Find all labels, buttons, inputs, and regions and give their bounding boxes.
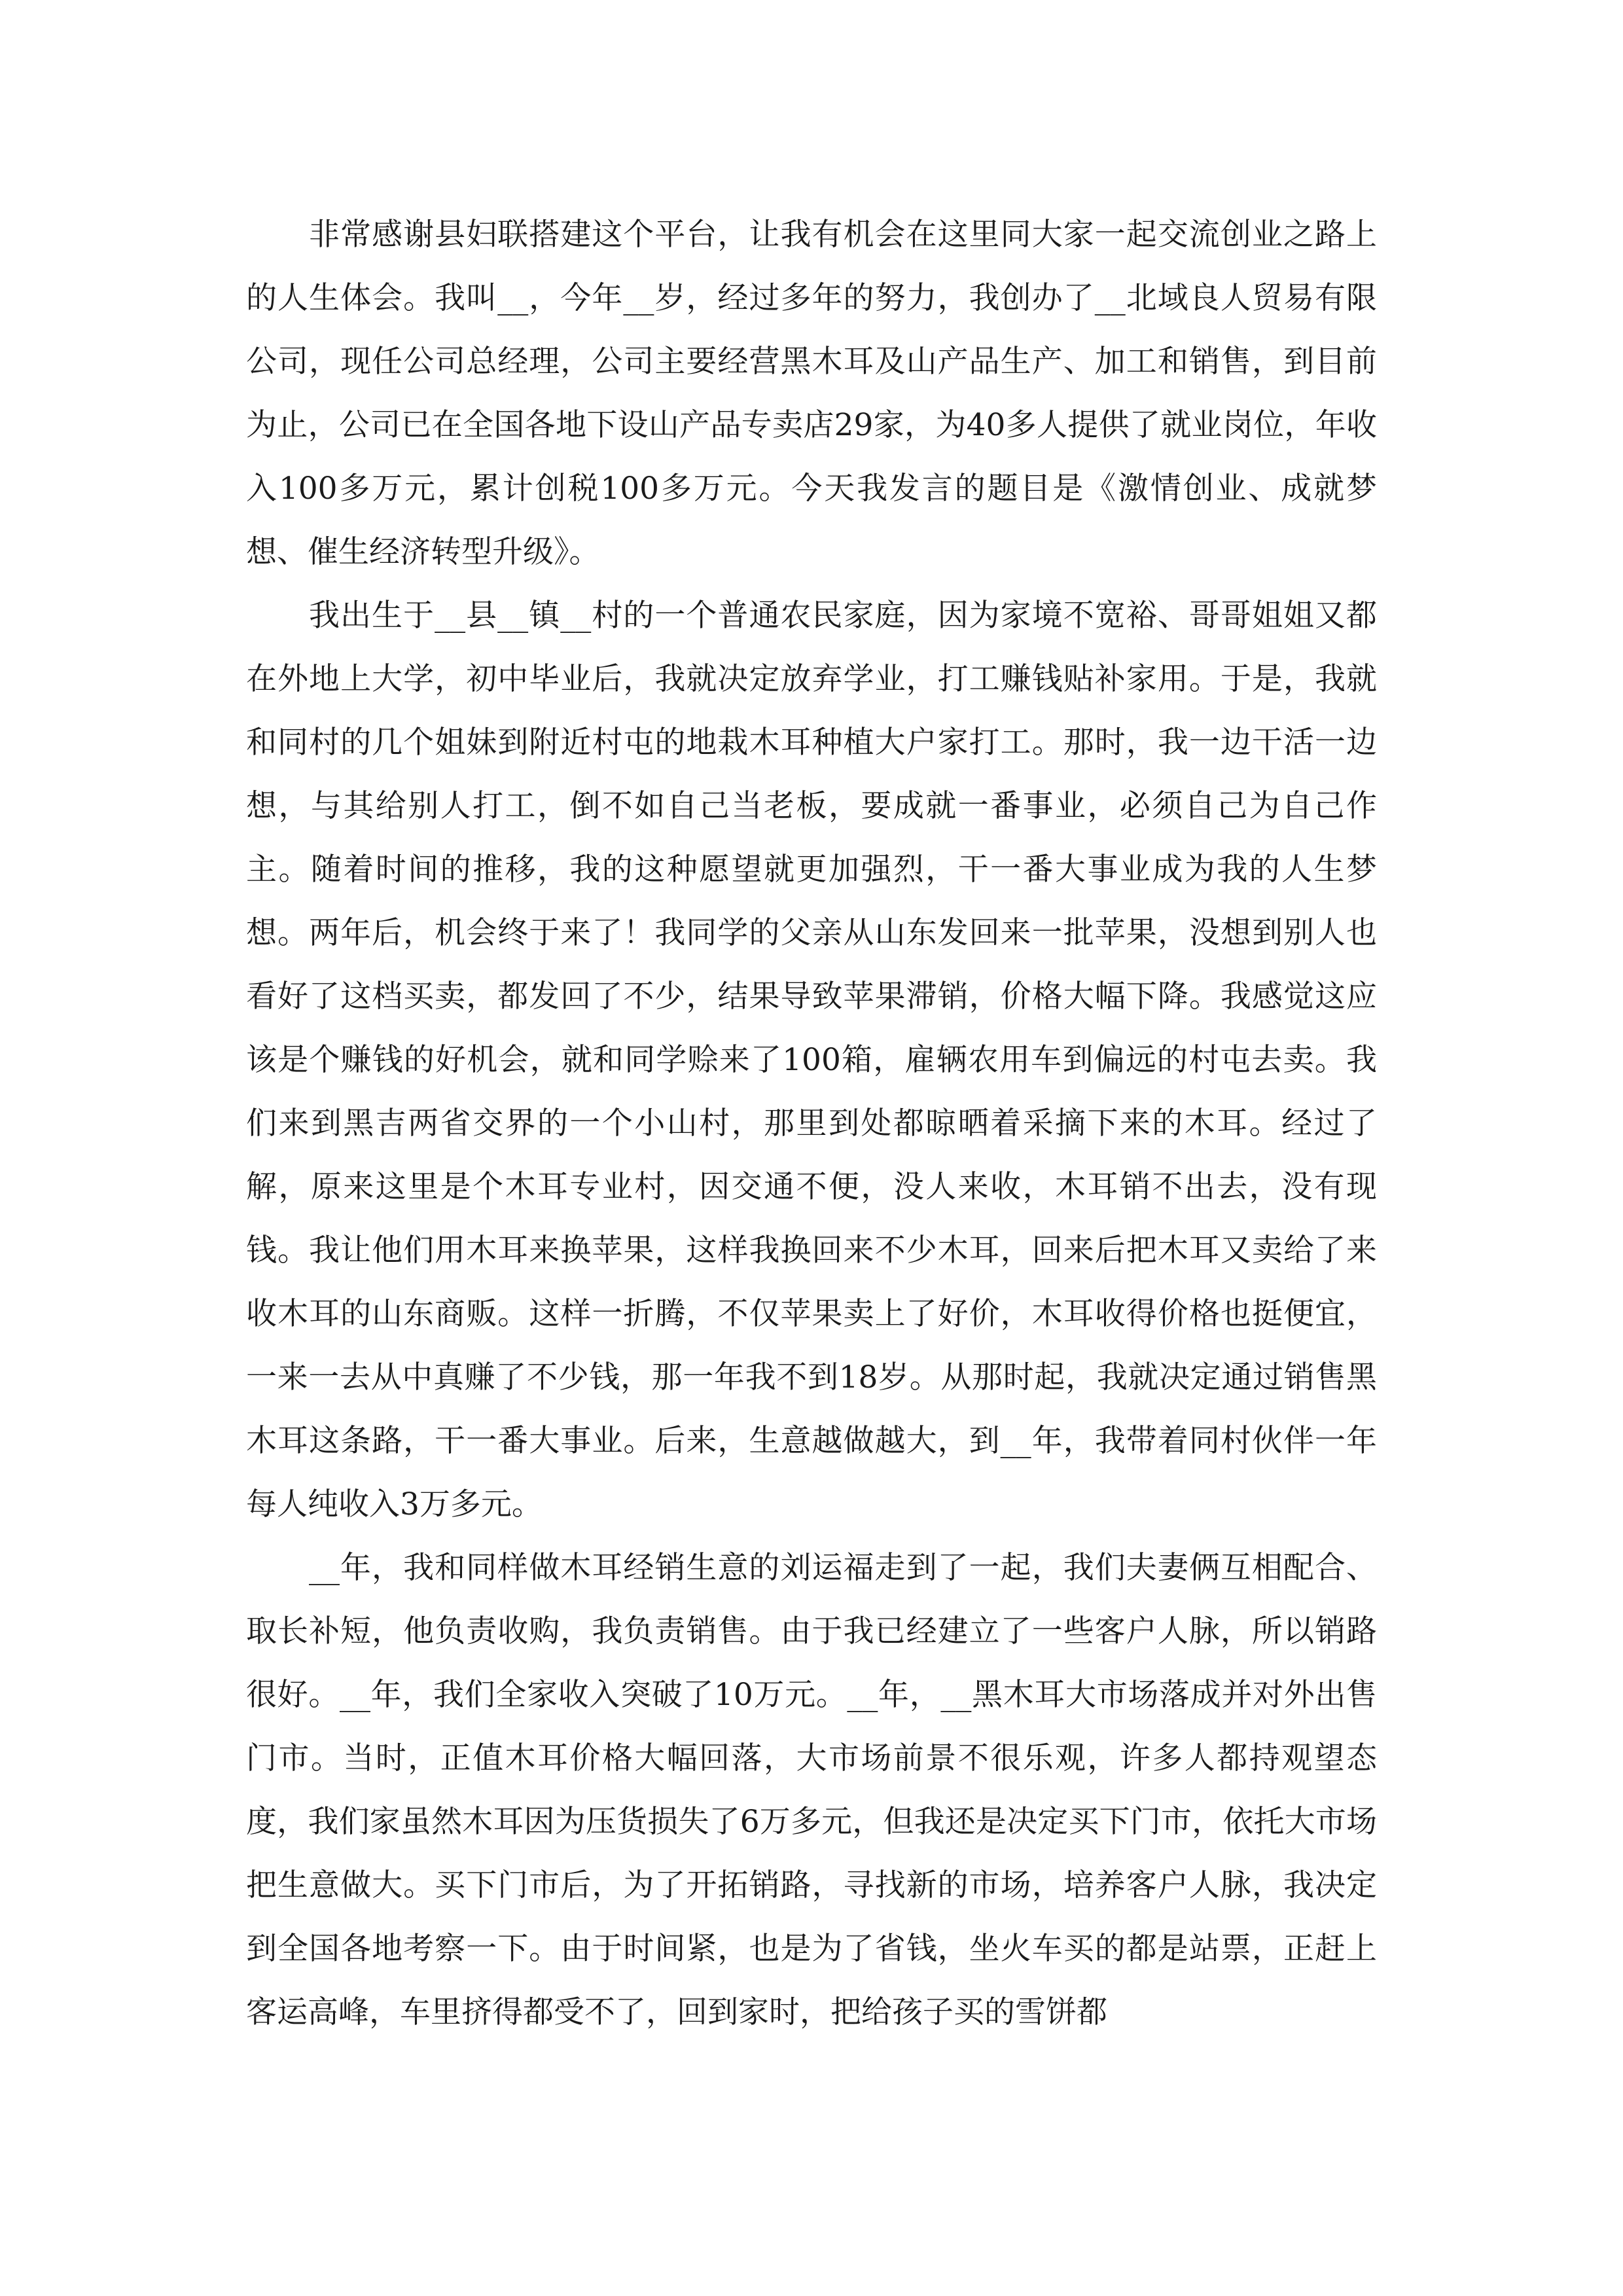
paragraph-intro: 非常感谢县妇联搭建这个平台，让我有机会在这里同大家一起交流创业之路上的人生体会。我叫__，今年__岁，经过多年的努力，我创办了__北域良人贸易有限公司，现任公司总经理，公司主要经营黑木耳及山产品生产、加工和销售，到目前为止，公司已在全国各地下设山产品专卖店29家，为40多人提供了就业岗位，年收入100多万元，累计创税100多万元。今天我发言的题目是《激情创业、成就梦想、催生经济转型升级》。 bbox=[246, 217, 1377, 570]
document-body bbox=[246, 203, 1377, 2044]
paragraph-business-growth: __年，我和同样做木耳经销生意的刘运福走到了一起，我们夫妻俩互相配合、取长补短，他负责收购，我负责销售。由于我已经建立了一些客户人脉，所以销路很好。__年，我们全家收入突破了10万元。__年，__黑木耳大市场落成并对外出售门市。当时，正值木耳价格大幅回落，大市场前景不很乐观，许多人都持观望态度，我们家虽然木耳因为压货损失了6万多元，但我还是决定买下门市，依托大市场把生意做大。买下门市后，为了开拓销路，寻找新的市场，培养客户人脉，我决定到全国各地考察一下。由于时间紧，也是为了省钱，坐火车买的都是站票，正赶上客运高峰，车里挤得都受不了，回到家时，把给孩子买的雪饼都 bbox=[246, 1550, 1377, 2030]
paragraph-early-life: 我出生于__县__镇__村的一个普通农民家庭，因为家境不宽裕、哥哥姐姐又都在外地上大学，初中毕业后，我就决定放弃学业，打工赚钱贴补家用。于是，我就和同村的几个姐妹到附近村屯的地栽木耳种植大户家打工。那时，我一边干活一边想，与其给别人打工，倒不如自己当老板，要成就一番事业，必须自己为自己作主。随着时间的推移，我的这种愿望就更加强烈，干一番大事业成为我的人生梦想。两年后，机会终于来了！我同学的父亲从山东发回来一批苹果，没想到别人也看好了这档买卖，都发回了不少，结果导致苹果滞销，价格大幅下降。我感觉这应该是个赚钱的好机会，就和同学赊来了100箱，雇辆农用车到偏远的村屯去卖。我们来到黑吉两省交界的一个小山村，那里到处都晾晒着采摘下来的木耳。经过了解，原来这里是个木耳专业村，因交通不便，没人来收，木耳销不出去，没有现钱。我让他们用木耳来换苹果，这样我换回来不少木耳，回来后把木耳又卖给了来收木耳的山东商贩。这样一折腾，不仅苹果卖上了好价，木耳收得价格也挺便宜，一来一去从中真赚了不少钱，那一年我不到18岁。从那时起，我就决定通过销售黑木耳这条路，干一番大事业。后来，生意越做越大，到__年，我带着同村伙伴一年每人纯收入3万多元。 bbox=[246, 598, 1377, 1522]
